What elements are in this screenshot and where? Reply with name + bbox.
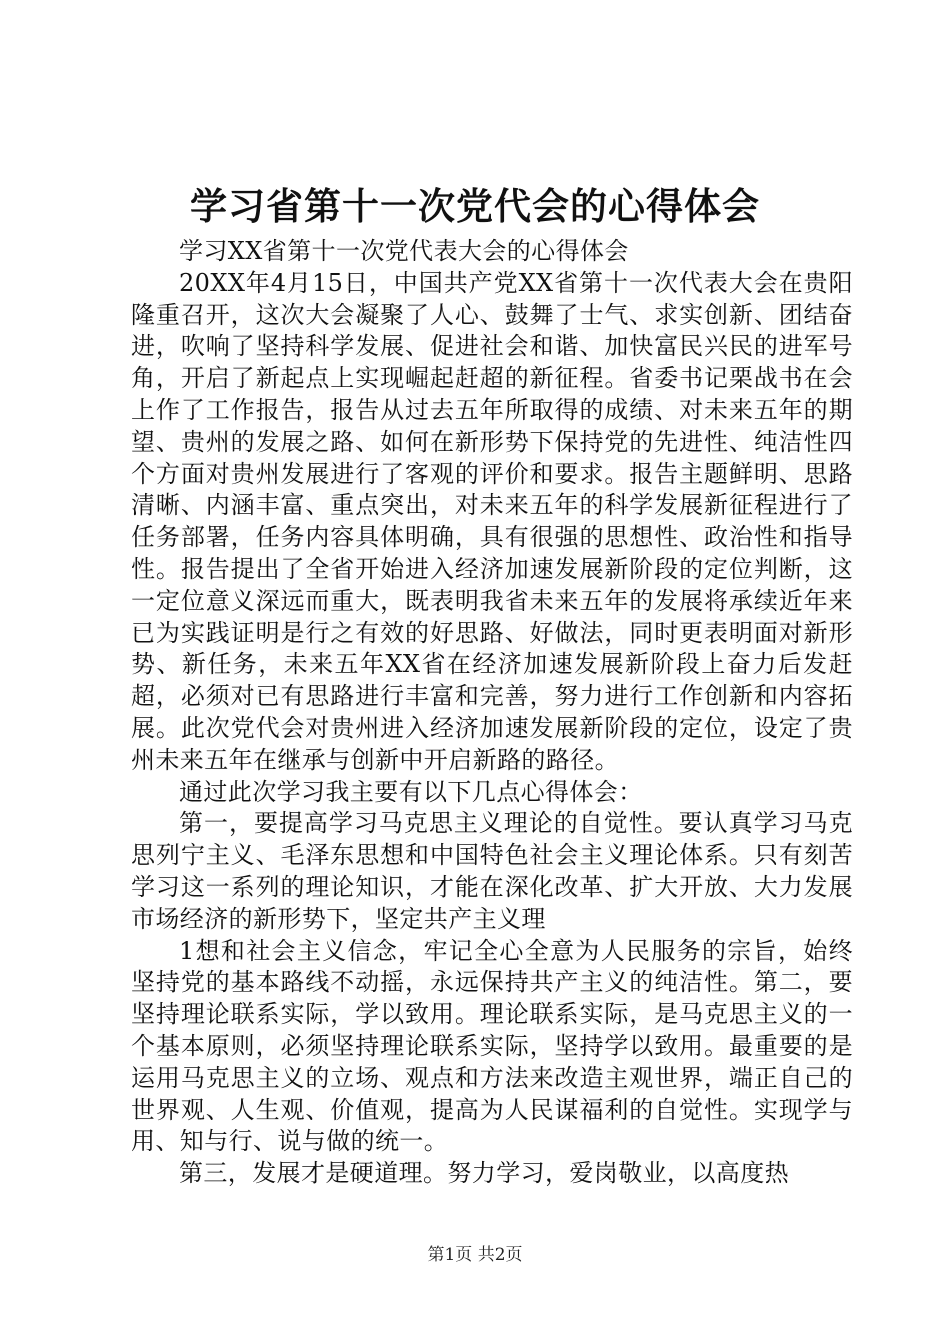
- page-number-footer: 第1页 共2页: [427, 1245, 523, 1265]
- paragraph-point-one: 第一，要提高学习马克思主义理论的自觉性。要认真学习马克思列宁主义、毛泽东思想和中国特色社会主义理论体系。只有刻苦学习这一系列的理论知识，才能在深化改革、扩大开放、大力发展市场经济的新形势下，坚定共产主义理: [131, 809, 853, 933]
- paragraph-intro: 20XX年4月15日，中国共产党XX省第十一次代表大会在贵阳隆重召开，这次大会凝聚了人心、鼓舞了士气、求实创新、团结奋进，吹响了坚持科学发展、促进社会和谐、加快富民兴民的进军号角，开启了新起点上实现崛起赶超的新征程。省委书记栗战书在会上作了工作报告，报告从过去五年所取得的成绩、对未来五年的期望、贵州的发展之路、如何在新形势下保持党的先进性、纯洁性四个方面对贵州发展进行了客观的评价和要求。报告主题鲜明、思路清晰、内涵丰富、重点突出，对未来五年的科学发展新征程进行了任务部署，任务内容具体明确，具有很强的思想性、政治性和指导性。报告提出了全省开始进入经济加速发展新阶段的定位判断，这一定位意义深远而重大，既表明我省未来五年的发展将承续近年来已为实践证明是行之有效的好思路、好做法，同时更表明面对新形势、新任务，未来五年XX省在经济加速发展新阶段上奋力后发赶超，必须对已有思路进行丰富和完善，努力进行工作创新和内容拓展。此次党代会对贵州进入经济加速发展新阶段的定位，设定了贵州未来五年在继承与创新中开启新路的路径。: [131, 268, 853, 774]
- paragraph-point-three: 第三，发展才是硬道理。努力学习，爱岗敬业，以高度热: [179, 1159, 789, 1188]
- paragraph-subtitle: 学习XX省第十一次党代表大会的心得体会: [179, 237, 629, 265]
- paragraph-lead: 通过此次学习我主要有以下几点心得体会：: [179, 777, 643, 806]
- paragraph-point-two: 1想和社会主义信念，牢记全心全意为人民服务的宗旨，始终坚持党的基本路线不动摇，永远保持共产主义的纯洁性。第二，要坚持理论联系实际，学以致用。理论联系实际，是马克思主义的一个基本原则，必须坚持理论联系实际，坚持学以致用。最重要的是运用马克思主义的立场、观点和方法来改造主观世界，端正自己的世界观、人生观、价值观，提高为人民谋福利的自觉性。实现学与用、知与行、说与做的统一。: [131, 936, 853, 1156]
- document-title: 学习省第十一次党代会的心得体会: [190, 185, 760, 228]
- document-body: [131, 236, 853, 1190]
